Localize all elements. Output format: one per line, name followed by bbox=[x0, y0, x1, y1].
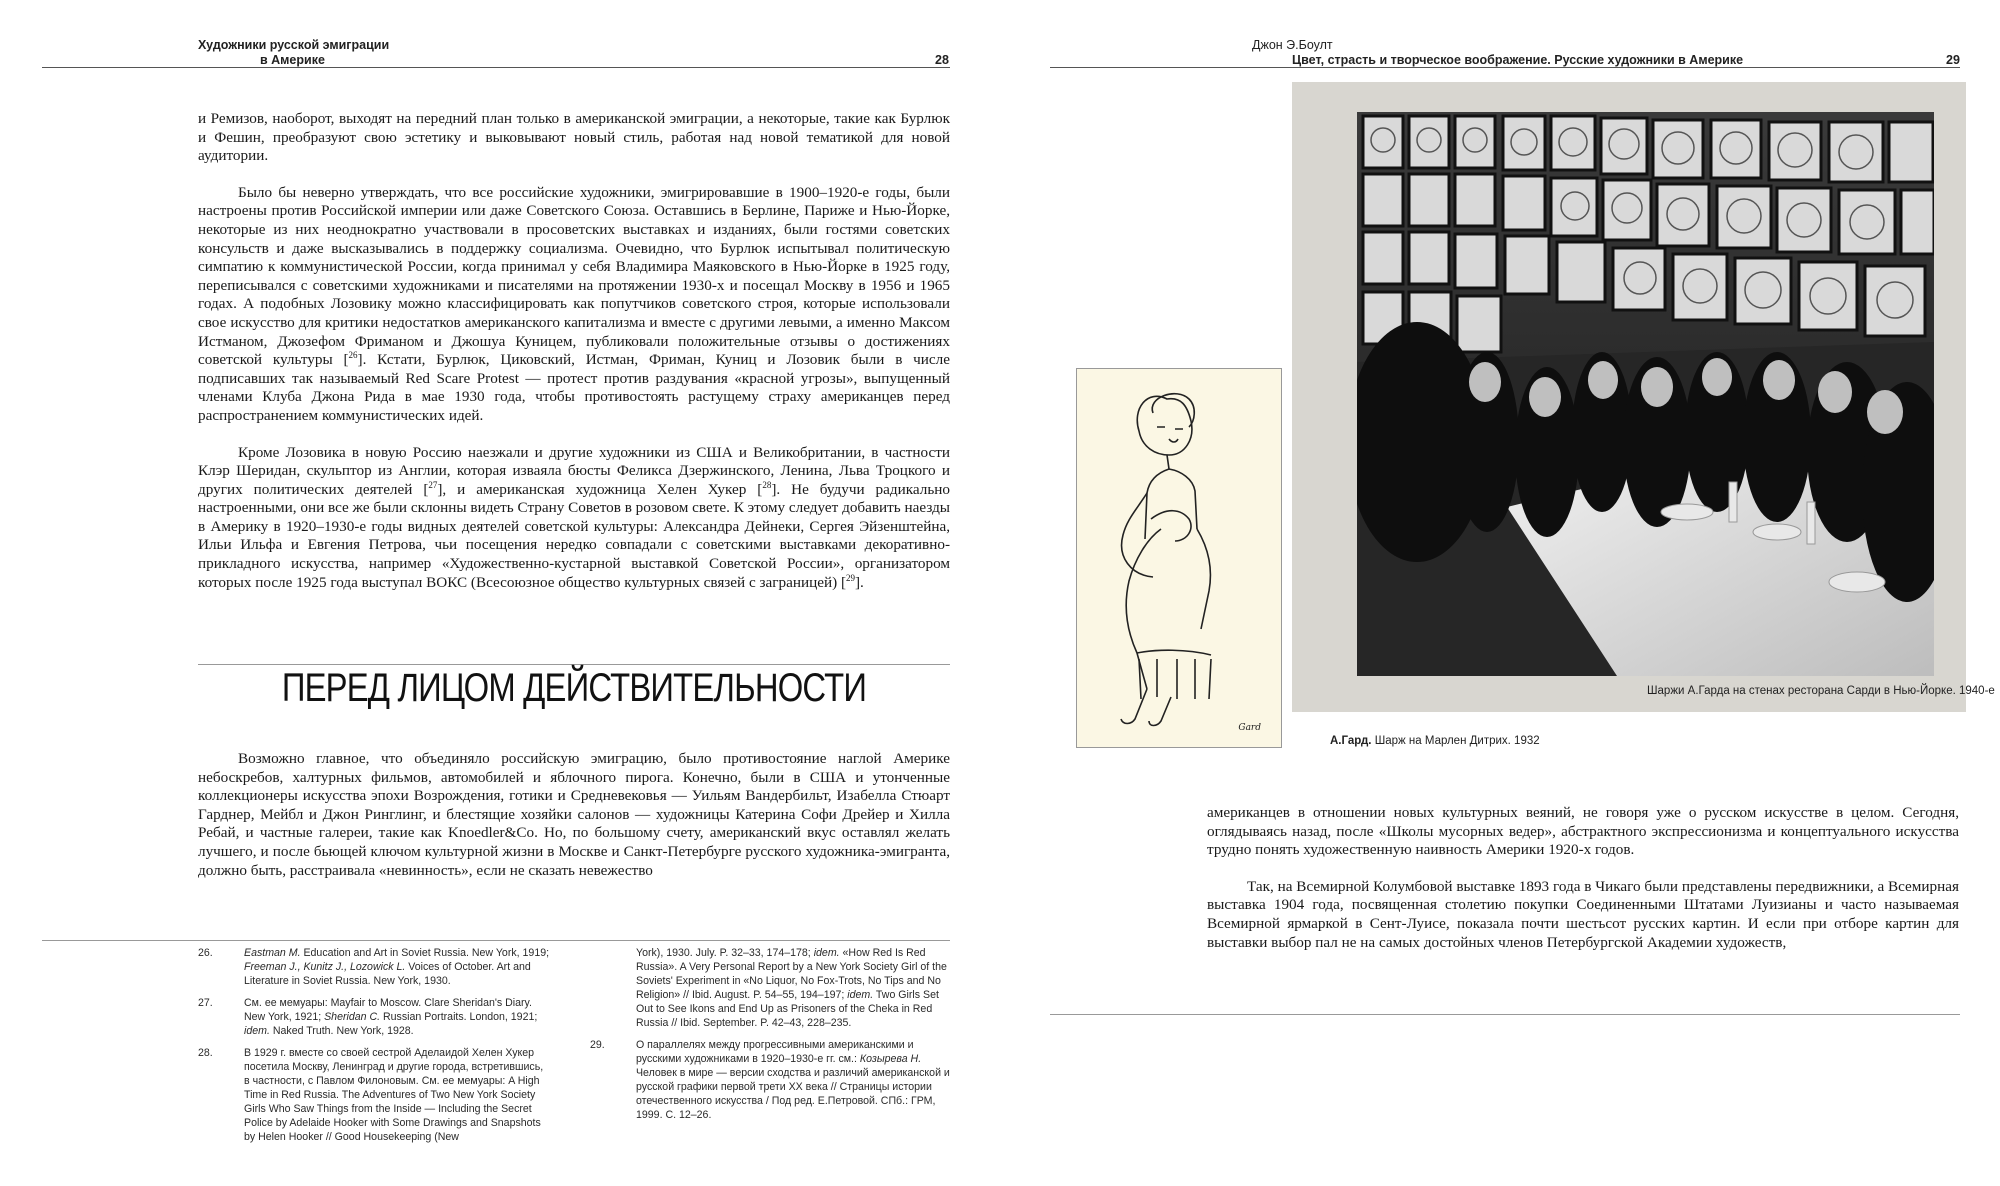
section-heading-rule bbox=[198, 664, 950, 665]
section-heading: ПЕРЕД ЛИЦОМ ДЕЙСТВИТЕЛЬНОСТИ bbox=[281, 666, 867, 710]
sketch-caption bbox=[1330, 735, 1540, 747]
footnote-26-text bbox=[244, 946, 550, 988]
footnote-ref-29[interactable]: 29 bbox=[846, 572, 855, 583]
left-paragraph-3: Кроме Лозовика в новую Россию наезжали и другие художники из США и Великобритании, в частности Клэр Шеридан, скульптор из Англии, которая изваяла бюсты Феликса Дзержинского, Ленина, Льва Троцкого и других политических деятелей [$^{27}$], и американская художница Хелен Хукер [$^{28}$]. Не будучи радикально настроенными, они все же были склонны видеть Страну Советов в розовом свете. К этому следует добавить наезды в Америку в 1920–1930-е годы видных деятелей советской культуры: Александра Дейнеки, Сергея Эйзенштейна, Ильи Ильфа и Евгения Петрова, чьи посещения нередко совпадали с советскими выставками декоративно-прикладного искусства, например «Художественно-кустарной выставкой Советской России», организатором которых после 1925 года выступал ВОКС (Всесоюзное общество культурных связей с заграницей) [$^{29}$]. bbox=[198, 443, 950, 591]
left-paragraph-3-end: ]. bbox=[855, 573, 864, 591]
left-paragraph-1: и Ремизов, наоборот, выходят на передний план только в американской эмиграции, а некоторые, такие как Бурлюк и Фешин, преобразуют свою эстетику и выковывают новый стиль, работая над новой тематикой для новой аудитории. bbox=[198, 110, 950, 165]
footnote-29-text2: Человек в мире — версии сходства и различий американской и русской графики первой трети XX века // Страницы истории отечественного искусства / Под ред. Е.Петровой. СПб.: ГРМ, 1999. С. 12–26. bbox=[636, 1067, 950, 1121]
footnote-27-author3: idem. bbox=[244, 1025, 270, 1037]
footnote-26-author1: Eastman M. bbox=[244, 947, 301, 959]
left-paragraph-2-text: Было бы неверно утверждать, что все российские художники, эмигрировавшие в 1900–1920-е годы, были настроены против Российской империи или даже Советского Союза. Оставшись в Берлине, Париже и Нью-Йорке, некоторые из них неоднократно участвовали в просоветских выставках и изданиях, были гостями советских консульств и даже высказывались в поддержку социализма. Очевидно, что Бурлюк испытывал политическую симпатию к коммунистической России, когда принимал у себя Владимира Маяковского в Нью-Йорке в 1925 году, переписывался с советскими художниками и писателями на протяжении 1930-х и посещал Москву в 1956 и 1965 годах. А подобных Лозовику можно классифицировать как попутчиков советского строя, которые использовали свое искусство для критики недостатков американского капитализма и вместе с другими левыми, а именно Максом Истманом, Джозефом Фриманом и Джошуа Куницем, публиковали положительные отзывы о достижениях советской культуры bbox=[198, 183, 950, 369]
footnote-28c-author3: idem. bbox=[847, 989, 874, 1001]
footnotes-column-1 bbox=[198, 946, 550, 1152]
right-header-rule bbox=[1050, 67, 1960, 68]
footnote-26-number: 26. bbox=[198, 947, 213, 959]
footnote-28-continued bbox=[590, 946, 950, 1030]
left-body-column bbox=[198, 110, 950, 592]
footnote-26-text2: Voices of October. Art and Literature in Soviet Russia. New York, 1930. bbox=[244, 961, 531, 987]
footnote-27-text2: Russian Portraits. London, 1921; bbox=[380, 1011, 538, 1023]
footnote-27-author2: Sheridan C. bbox=[324, 1011, 381, 1023]
footnote-28c-text3: Two Girls Set Out to See Ikons and End Up as Prisoners of the Cheka in Red Russia // Ibid. September. P. 42–43, 228–235. bbox=[636, 989, 939, 1029]
right-title-header: Цвет, страсть и творческое воображение. Русские художники в Америке bbox=[1292, 53, 1744, 67]
left-paragraph-2: Было бы неверно утверждать, что все российские художники, эмигрировавшие в 1900–1920-е годы, были настроены против Российской империи или даже Советского Союза. Оставшись в Берлине, Париже и Нью-Йорке, некоторые из них неоднократно участвовали в просоветских выставках и изданиях, были гостями советских консульств и даже высказывались в поддержку социализма. Очевидно, что Бурлюк испытывал политическую симпатию к коммунистической России, когда принимал у себя Владимира Маяковского в Нью-Йорке в 1925 году, переписывался с советскими художниками и писателями на протяжении 1930-х и посещал Москву в 1956 и 1965 годах. А подобных Лозовику можно классифицировать как попутчиков советского строя, которые использовали свое искусство для критики недостатков американского капитализма и вместе с другими левыми, а именно Максом Истманом, Джозефом Фриманом и Джошуа Куницем, публиковали положительные отзывы о достижениях советской культуры [$^{26}$]. Кстати, Бурлюк, Циковский, Истман, Фриман, Куниц и Лозовик были в числе подписавших так называемый Red Scare Protest — протест против раздувания «красной угрозы», выпущенный членами Клуба Джона Рида в мае 1930 года, чтобы противостоять растущему страху американцев перед распространением коммунистических идей. bbox=[198, 183, 950, 424]
right-footnotes-rule bbox=[1050, 1014, 1960, 1015]
dietrich-caricature-drawing bbox=[1077, 369, 1281, 747]
footnote-29-text1: О параллелях между прогрессивными американскими и русскими художниками в 1920–1930-е гг. см.: bbox=[636, 1039, 914, 1065]
sketch-caption-author: А.Гард. bbox=[1330, 735, 1372, 747]
footnote-26 bbox=[198, 946, 550, 988]
right-body-column bbox=[1207, 804, 1959, 952]
footnote-28 bbox=[198, 1046, 550, 1144]
footnote-27-text3: Naked Truth. New York, 1928. bbox=[269, 1025, 414, 1037]
footnote-29-author2: Козырева Н. bbox=[859, 1053, 922, 1065]
footnote-26-author2: Freeman J., Kunitz J., Lozowick L. bbox=[244, 961, 406, 973]
footnotes-rule bbox=[42, 940, 950, 941]
footnote-27-number: 27. bbox=[198, 997, 213, 1009]
right-paragraph-1: американцев в отношении новых культурных веяний, не говоря уже о русском искусстве в целом. Сегодня, оглядываясь назад, после «Школы мусорных ведер», абстрактного экспрессионизма и концептуального искусства трудно понять художественную наивность Америки 1920-х годов. bbox=[1207, 804, 1959, 859]
sketch-signature: Gard bbox=[1238, 723, 1261, 733]
photo-caption: Шаржи А.Гарда на стенах ресторана Сарди в Нью-Йорке. 1940-е bbox=[1647, 685, 1995, 697]
right-author-header: Джон Э.Боулт bbox=[1252, 38, 1333, 52]
footnote-27 bbox=[198, 996, 550, 1038]
left-header-rule bbox=[42, 67, 950, 68]
footnote-29-text bbox=[636, 1038, 950, 1122]
left-body-column-2 bbox=[198, 750, 950, 880]
footnote-28c-text1: York), 1930. July. P. 32–33, 174–178; bbox=[636, 947, 814, 959]
footnote-28-text: В 1929 г. вместе со своей сестрой Аделаидой Хелен Хукер посетила Москву, Ленинград и другие города, встретившись, в частности, с Павлом Филоновым. См. ее мемуары: A High Time in Red Russia. The Adventures of Two New York Society Girls Who Saw Things from the Inside — Including the Secret Police by Adelaide Hooker with Some Drawings and Snapshots by Helen Hooker // Good Housekeeping (New bbox=[244, 1047, 544, 1143]
dietrich-caricature bbox=[1076, 368, 1282, 748]
left-paragraph-4: Возможно главное, что объединяло российскую эмиграцию, было противостояние наглой Америке небоскребов, халтурных фильмов, автомобилей и яблочного пирога. Конечно, были в США и утонченные коллекционеры искусства эпохи Возрождения, готики и Средневековья — Уильям Вандербильт, Изабелла Стюарт Гарднер, Мейбл и Джон Ринглинг, и блестящие хозяйки салонов — художницы Катерина Софи Дрейер и Хилла Ребай, и частные галереи, такие как Knoedler&Co. Но, по большому счету, американский вкус оставлял желать лучшего, и после бьющей ключом культурной жизни в Москве и Санкт-Петербурге русского художника-эмигранта, должно быть, расстраивала «невинность», если не сказать невежество bbox=[198, 750, 950, 879]
restaurant-photo-illustration bbox=[1357, 112, 1934, 676]
footnote-ref-27[interactable]: 27 bbox=[428, 479, 438, 490]
sketch-caption-text: Шарж на Марлен Дитрих. 1932 bbox=[1371, 735, 1540, 747]
left-page-number: 28 bbox=[935, 53, 949, 67]
footnote-28c-author2: idem. bbox=[813, 947, 840, 959]
footnote-ref-26[interactable]: 26 bbox=[348, 350, 358, 361]
right-page-number: 29 bbox=[1946, 53, 1960, 67]
left-paragraph-3-text: Кроме Лозовика в новую Россию наезжали и другие художники из США и Великобритании, в частности Клэр Шеридан, скульптор из Англии, которая изваяла бюсты Феликса Дзержинского, Ленина, Льва Троцкого и других политических деятелей bbox=[198, 443, 950, 498]
footnote-28-continued-number bbox=[590, 946, 636, 1030]
footnote-29-number: 29. bbox=[590, 1039, 605, 1051]
footnote-ref-28[interactable]: 28 bbox=[762, 479, 772, 490]
left-paragraph-3-tail: ]. Не будучи радикально настроенными, они все же были склонны видеть Страну Советов в розовом свете. К этому следует добавить наезды в Америку в 1920–1930-е годы видных деятелей советской культуры: Александра Дейнеки, Сергея Эйзенштейна, Ильи Ильфа и Евгения Петрова, чьи посещения нередко совпадали с советскими выставками декоративно-прикладного искусства, например «Художественно-кустарной выставкой Советской России», организатором которых после 1925 года выступал ВОКС (Всесоюзное общество культурных связей с заграницей) bbox=[198, 480, 950, 591]
footnote-29 bbox=[590, 1038, 950, 1122]
restaurant-photo bbox=[1357, 112, 1934, 676]
footnote-28-number: 28. bbox=[198, 1047, 213, 1059]
footnote-28c-text2: «How Red Is Red Russia». A Very Personal Report by a New York Society Girl of the Soviets' Experiment in «No Liquor, No Fox-Trots, No Tips and No Religion» // Ibid. August. P. 54–55, 194–197; bbox=[636, 947, 947, 1001]
left-paragraph-2-tail: ]. Кстати, Бурлюк, Циковский, Истман, Фриман, Куниц и Лозовик были в числе подписавших так называемый Red Scare Protest — протест против раздувания «красной угрозы», выпущенный членами Клуба Джона Рида в мае 1930 года, чтобы противостоять растущему страху американцев перед распространением коммунистических идей. bbox=[198, 351, 950, 424]
footnote-28-continued-text bbox=[636, 946, 950, 1030]
right-paragraph-2: Так, на Всемирной Колумбовой выставке 1893 года в Чикаго были представлены передвижники, а Всемирная выставка 1904 года, посвященная столетию покупки Соединенными Штатами Луизианы и часто называемая Всемирной ярмаркой в Сент-Луисе, показала почти шестьсот русских картин. И если при отборе картин для выставки выбор пал не на самых достойных членов Петербургской Академии художеств, bbox=[1207, 877, 1959, 951]
footnote-27-text1: См. ее мемуары: Mayfair to Moscow. Clare Sheridan's Diary. New York, 1921; bbox=[244, 997, 532, 1023]
footnote-26-text1: Education and Art in Soviet Russia. New York, 1919; bbox=[300, 947, 550, 959]
left-running-header-line2: в Америке bbox=[260, 53, 325, 67]
left-running-header-line1: Художники русской эмиграции bbox=[198, 38, 390, 52]
left-paragraph-3-mid: ], и американская художница Хелен Хукер bbox=[437, 480, 747, 498]
footnotes-column-2 bbox=[590, 946, 950, 1130]
left-running-header bbox=[198, 38, 389, 68]
footnote-27-text bbox=[244, 996, 550, 1038]
